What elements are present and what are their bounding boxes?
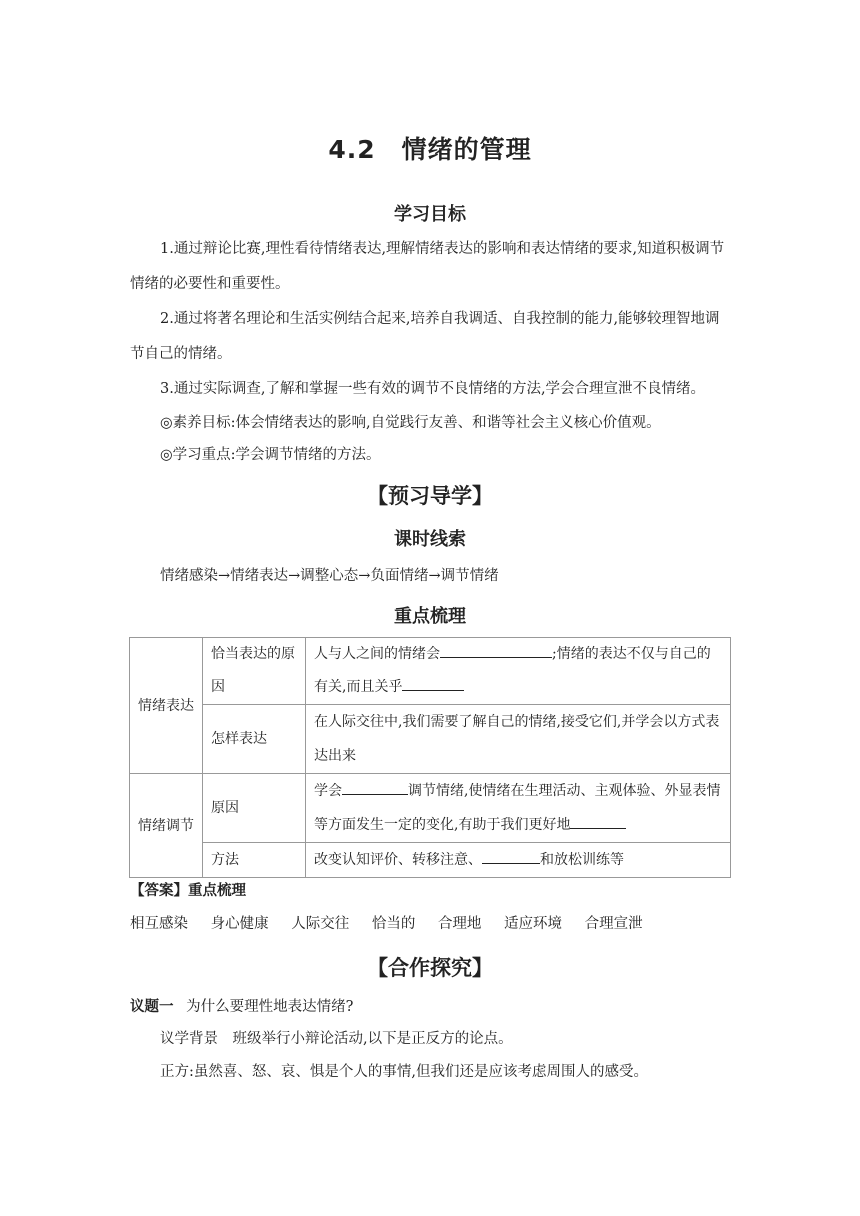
objective-3: 3.通过实际调查,了解和掌握一些有效的调节不良情绪的方法,学会合理宣泄不良情绪。 [160, 381, 706, 397]
explore-heading: 【合作探究】 [367, 956, 493, 980]
row-label-how: 怎样表达 [203, 705, 306, 774]
answer-item: 合理地 [437, 916, 482, 932]
preview-heading: 【预习导学】 [367, 484, 493, 508]
row-content-cause: 学会 调节情绪,使情绪在生理活动、主观体验、外显表情等方面发生一定的变化,有助于我们更好地 [306, 774, 731, 843]
objectives-heading: 学习目标 [394, 204, 466, 225]
answer-item: 合理宣泄 [584, 916, 643, 932]
key-points-table [129, 637, 731, 878]
page-title: 4.2 情绪的管理 [328, 135, 532, 164]
objective-1: 1.通过辩论比赛,理性看待情绪表达,理解情绪表达的影响和表达情绪的要求,知道积极调节情绪的必要性和重要性。 [130, 241, 725, 292]
group-expression: 情绪表达 [130, 638, 203, 774]
objective-2: 2.通过将著名理论和生活实例结合起来,培养自我调适、自我控制的能力,能够较理智地调节自己的情绪。 [130, 311, 720, 362]
row-label-reason: 恰当表达的原因 [203, 638, 306, 705]
answer-item: 恰当的 [371, 916, 416, 932]
row-content-method: 改变认知评价、转移注意、 和放松训练等 [306, 843, 731, 878]
clue-heading: 课时线索 [394, 529, 466, 550]
row-content-reason: 人与人之间的情绪会 ;情绪的表达不仅与自己的有关,而且关乎 [306, 638, 731, 705]
answer-list [130, 913, 750, 935]
fill-blank [342, 778, 408, 795]
answer-item: 相互感染 [130, 916, 188, 932]
study-focus: ◎学习重点:学会调节情绪的方法。 [160, 447, 381, 463]
debate-background: 议学背景 班级举行小辩论活动,以下是正反方的论点。 [160, 1031, 513, 1047]
answer-item: 身心健康 [210, 916, 269, 932]
topic-text: 为什么要理性地表达情绪? [186, 999, 354, 1015]
row-label-cause: 原因 [203, 774, 306, 843]
topic-label: 议题一 [130, 999, 174, 1015]
literacy-goal: ◎素养目标:体会情绪表达的影响,自觉践行友善、和谐等社会主义核心价值观。 [160, 415, 661, 431]
group-regulation: 情绪调节 [130, 774, 203, 878]
topic-line [130, 996, 750, 1018]
answer-label: 【答案】重点梳理 [130, 883, 246, 899]
fill-blank [570, 812, 626, 829]
fill-blank [440, 641, 552, 658]
answer-item: 适应环境 [504, 916, 563, 932]
lesson-clue: 情绪感染→情绪表达→调整心态→负面情绪→调节情绪 [160, 568, 499, 584]
answer-item: 人际交往 [291, 916, 350, 932]
fill-blank [402, 674, 464, 691]
key-points-heading: 重点梳理 [394, 606, 466, 627]
fill-blank [482, 847, 540, 864]
row-content-how: 在人际交往中,我们需要了解自己的情绪,接受它们,并学会以方式表达出来 [306, 705, 731, 774]
row-label-method: 方法 [203, 843, 306, 878]
pro-argument: 正方:虽然喜、怒、哀、惧是个人的事情,但我们还是应该考虑周围人的感受。 [160, 1064, 648, 1080]
